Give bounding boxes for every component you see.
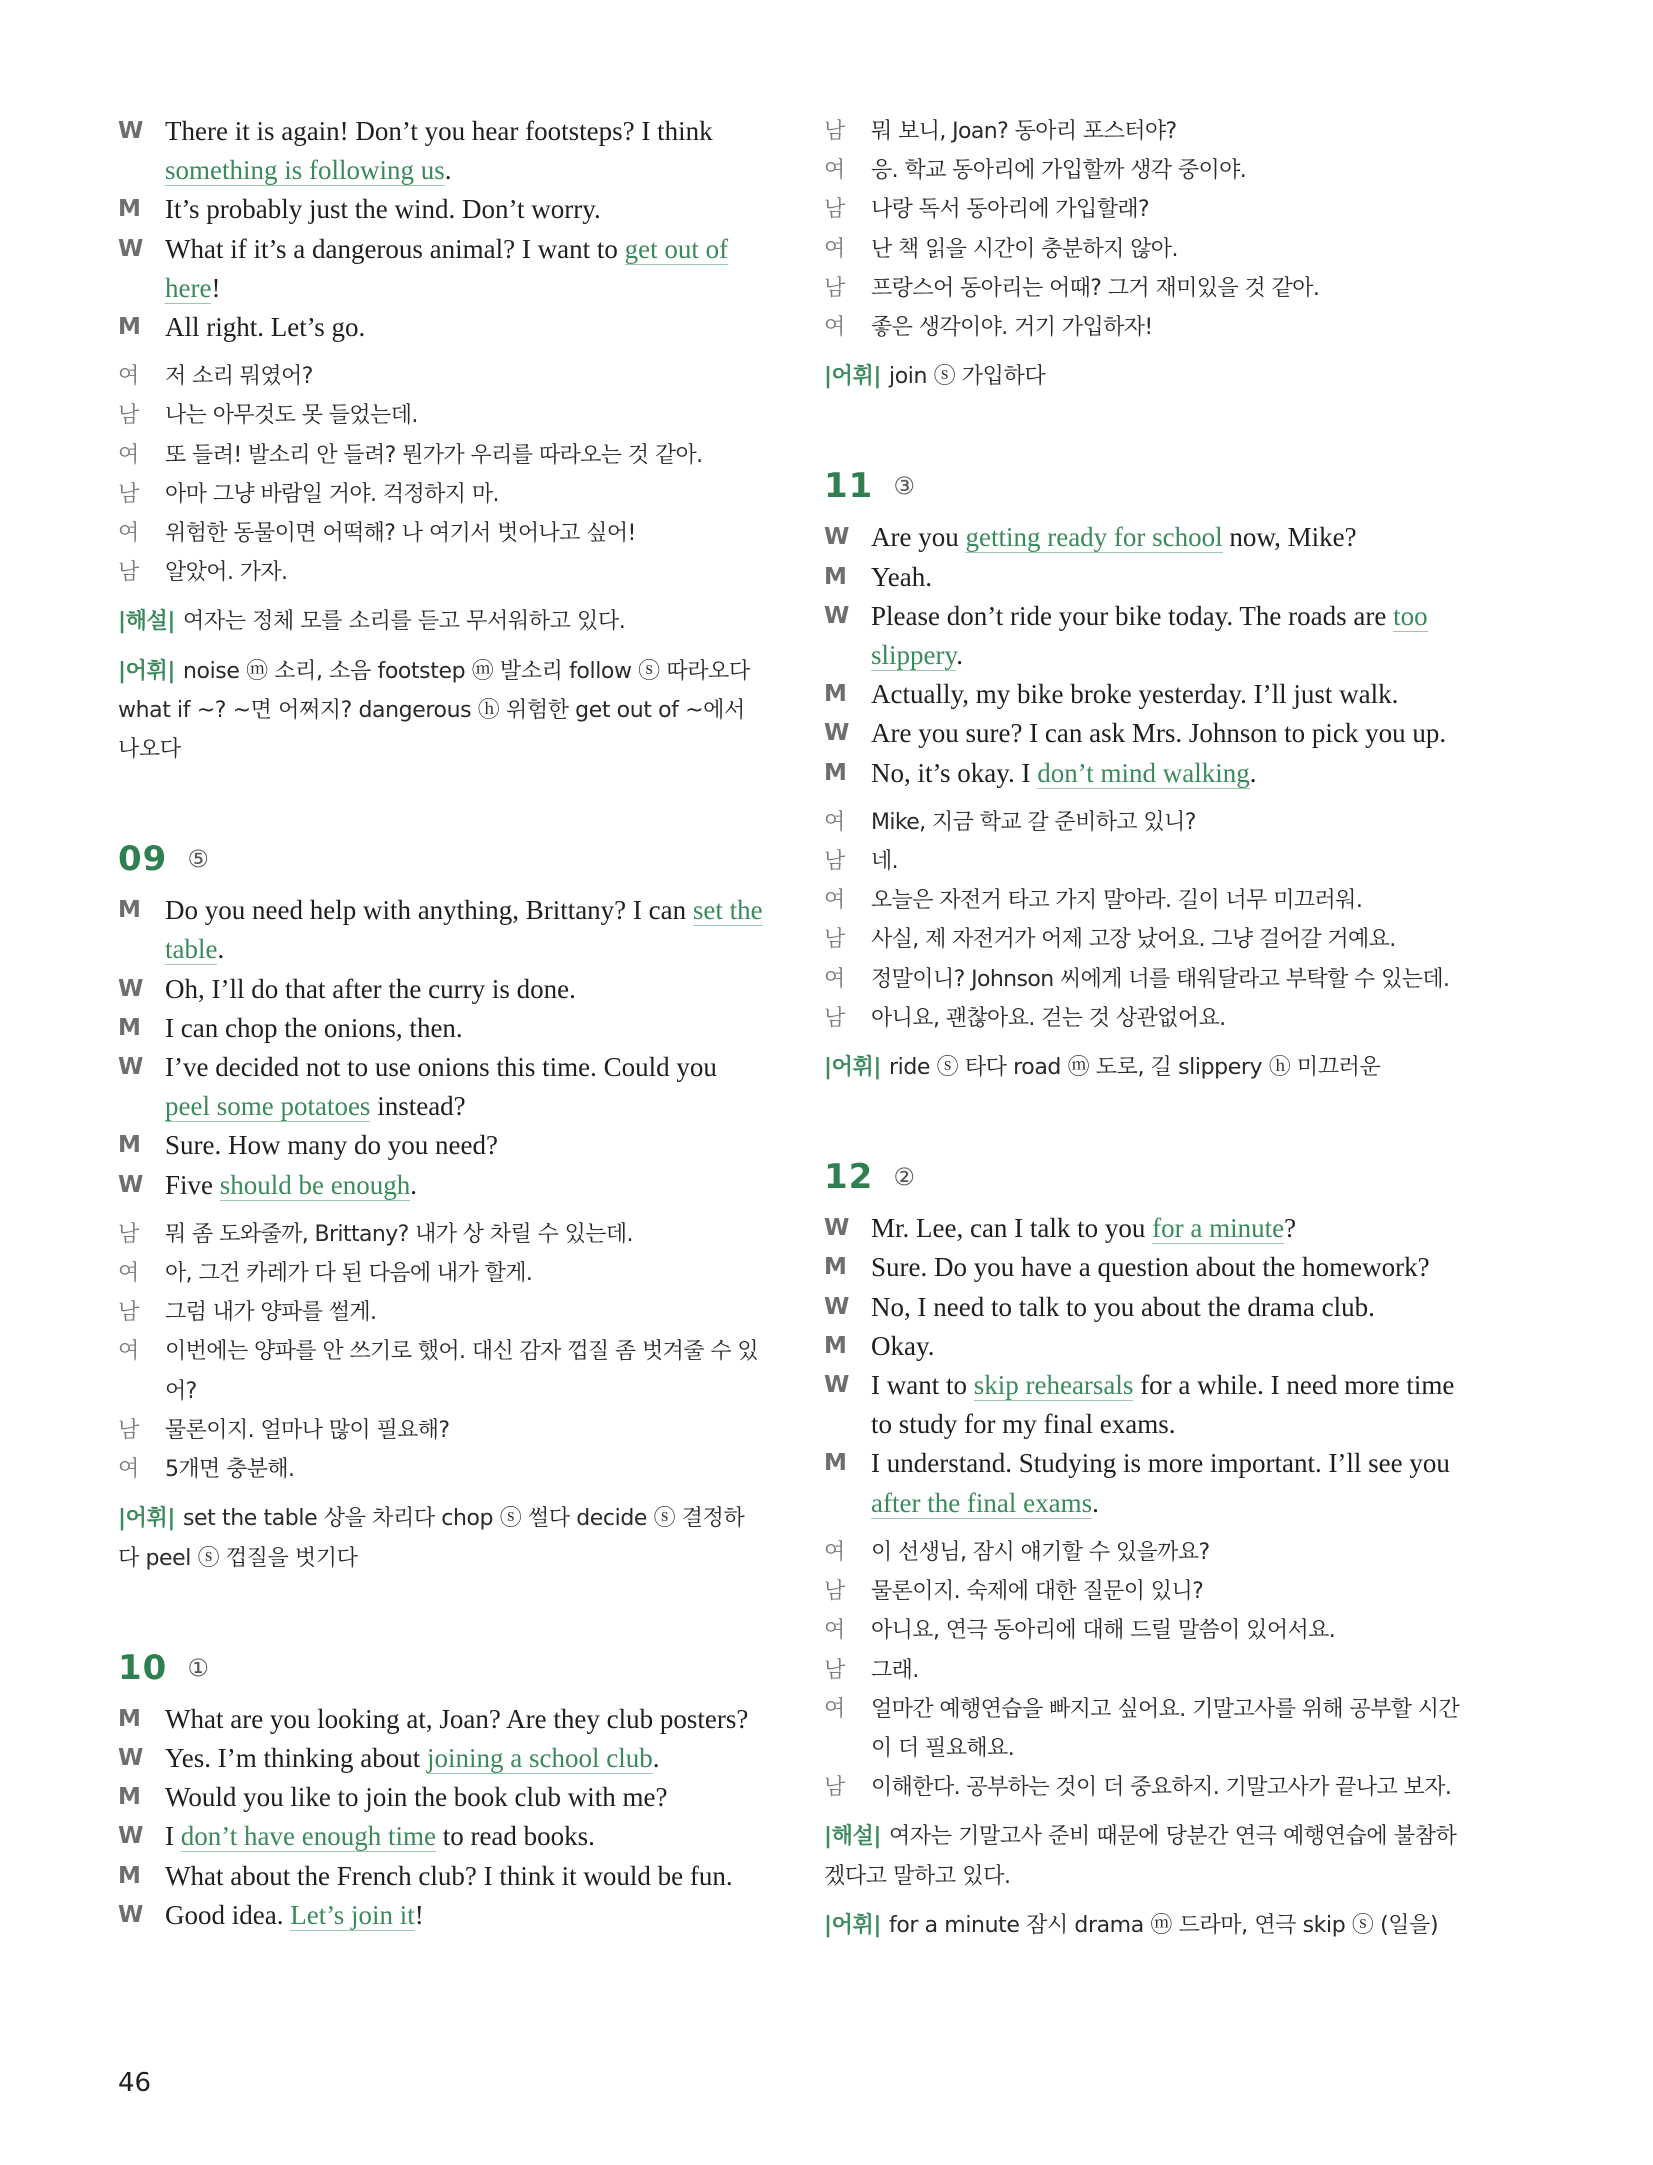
dialogue-line: M I understand. Studying is more important. I’ll see you after the final exams. — [824, 1444, 1469, 1522]
dialogue-line: W Oh, I’ll do that after the curry is done. — [118, 970, 763, 1009]
english-dialogue — [118, 891, 763, 1205]
translation-line: 남 나랑 독서 동아리에 가입할래? — [824, 190, 1469, 229]
highlighted-phrase: too slippery — [871, 600, 1428, 671]
speaker-label: M — [118, 1705, 141, 1732]
speaker-label: W — [118, 235, 144, 262]
speaker-label: W — [824, 524, 850, 551]
speaker-label: W — [824, 1293, 850, 1320]
translation-line: 여 아, 그건 카레가 다 된 다음에 내가 할게. — [118, 1254, 763, 1293]
korean-translation — [824, 803, 1469, 1038]
english-dialogue — [824, 518, 1469, 792]
speaker-label: 남 — [824, 1579, 845, 1605]
dialogue-line: W I want to skip rehearsals for a while. I need more time to study for my final exams. — [824, 1366, 1469, 1444]
speaker-label: 남 — [824, 927, 845, 953]
speaker-label: 남 — [824, 1005, 845, 1031]
speaker-label: W — [118, 1171, 144, 1198]
speaker-label: M — [118, 314, 141, 341]
translation-line: 남 아마 그냥 바람일 거야. 걱정하지 마. — [118, 475, 763, 514]
dialogue-line: M Would you like to join the book club with me? — [118, 1778, 763, 1817]
translation-line: 여 위험한 동물이면 어떡해? 나 여기서 벗어나고 싶어! — [118, 514, 763, 553]
speaker-label: M — [824, 1332, 847, 1359]
highlighted-phrase: getting ready for school — [965, 522, 1223, 553]
translation-line: 남 알았어. 가자. — [118, 553, 763, 592]
speaker-label: 여 — [824, 1618, 845, 1644]
vocabulary-note: |어휘| for a minute 잠시 drama ⓜ 드라마, 연극 skip ⓢ (일을) — [824, 1912, 1439, 1938]
translation-line: 남 사실, 제 자전거가 어제 고장 났어요. 그냥 걸어갈 거예요. — [824, 920, 1469, 959]
dialogue-line: M Do you need help with anything, Brittany? I can set the table. — [118, 891, 763, 969]
translation-line: 남 나는 아무것도 못 들었는데. — [118, 396, 763, 435]
translation-line: 여 Mike, 지금 학교 갈 준비하고 있니? — [824, 803, 1469, 842]
korean-translation — [118, 357, 763, 592]
section-11 — [824, 462, 1469, 1087]
speaker-label: M — [118, 897, 141, 924]
speaker-label: 여 — [824, 158, 845, 184]
translation-line: 여 이 선생님, 잠시 얘기할 수 있을까요? — [824, 1533, 1469, 1572]
speaker-label: M — [118, 1132, 141, 1159]
dialogue-line: W There it is again! Don’t you hear footsteps? I think something is following us. — [118, 112, 763, 190]
speaker-label: W — [118, 1823, 144, 1850]
note-tag: |어휘| — [118, 658, 175, 684]
speaker-label: 여 — [824, 315, 845, 341]
answer-mark: ⑤ — [187, 845, 209, 874]
speaker-label: M — [824, 1254, 847, 1281]
translation-line: 남 아니요, 괜찮아요. 걷는 것 상관없어요. — [824, 999, 1469, 1038]
highlighted-phrase: peel some potatoes — [165, 1091, 371, 1122]
speaker-label: M — [824, 1450, 847, 1477]
speaker-label: M — [118, 1862, 141, 1889]
dialogue-line: M All right. Let’s go. — [118, 308, 763, 347]
translation-line: 여 5개면 충분해. — [118, 1450, 763, 1489]
vocabulary-note: |어휘| ride ⓢ 타다 road ⓜ 도로, 길 slippery ⓗ 미끄러운 — [824, 1055, 1381, 1081]
highlighted-phrase: something is following us — [165, 155, 445, 186]
section-header — [118, 1644, 763, 1692]
english-dialogue — [118, 112, 763, 347]
speaker-label: W — [824, 720, 850, 747]
highlighted-phrase: should be enough — [219, 1169, 411, 1200]
section-header — [824, 462, 1469, 510]
translation-line: 남 네. — [824, 842, 1469, 881]
dialogue-line: M Okay. — [824, 1327, 1469, 1366]
dialogue-line: M Actually, my bike broke yesterday. I’ll just walk. — [824, 675, 1469, 714]
dialogue-line: W Good idea. Let’s join it! — [118, 1896, 763, 1935]
translation-line: 여 얼마간 예행연습을 빠지고 싶어요. 기말고사를 위해 공부할 시간이 더 필요해요. — [824, 1690, 1469, 1768]
translation-line: 여 응. 학교 동아리에 가입할까 생각 중이야. — [824, 151, 1469, 190]
highlighted-phrase: set the table — [165, 895, 763, 965]
section-number: 09 — [118, 839, 168, 880]
translation-line: 여 이번에는 양파를 안 쓰기로 했어. 대신 감자 껍질 좀 벗겨줄 수 있어? — [118, 1332, 763, 1410]
speaker-label: 여 — [118, 364, 139, 390]
english-dialogue — [824, 1209, 1469, 1523]
dialogue-line: W Please don’t ride your bike today. The roads are too slippery. — [824, 597, 1469, 675]
korean-translation — [118, 1215, 763, 1489]
highlighted-phrase: don’t mind walking — [1037, 757, 1250, 788]
speaker-label: 남 — [824, 1775, 845, 1801]
section-09 — [118, 835, 763, 1577]
highlighted-phrase: don’t have enough time — [180, 1821, 436, 1852]
speaker-label: W — [824, 1215, 850, 1242]
speaker-label: 남 — [824, 849, 845, 875]
note-tag: |해설| — [824, 1824, 881, 1850]
dialogue-line: M I can chop the onions, then. — [118, 1009, 763, 1048]
translation-line: 여 아니요, 연극 동아리에 대해 드릴 말씀이 있어서요. — [824, 1611, 1469, 1650]
speaker-label: 여 — [824, 966, 845, 992]
speaker-label: M — [118, 1014, 141, 1041]
dialogue-line: W No, I need to talk to you about the drama club. — [824, 1288, 1469, 1327]
translation-line: 여 오늘은 자전거 타고 가지 말아라. 길이 너무 미끄러워. — [824, 881, 1469, 920]
highlighted-phrase: Let’s join it — [290, 1899, 415, 1930]
section-number: 12 — [824, 1157, 874, 1198]
korean-translation — [824, 1533, 1469, 1807]
dialogue-line: W Are you getting ready for school now, Mike? — [824, 518, 1469, 557]
dialogue-line: W What if it’s a dangerous animal? I want to get out of here! — [118, 230, 763, 308]
speaker-label: M — [118, 1784, 141, 1811]
translation-line: 남 그럼 내가 양파를 썰게. — [118, 1293, 763, 1332]
answer-mark: ② — [893, 1163, 915, 1192]
speaker-label: 여 — [824, 809, 845, 835]
highlighted-phrase: get out of here — [165, 233, 729, 303]
dialogue-line: M It’s probably just the wind. Don’t worry. — [118, 190, 763, 229]
translation-line: 여 정말이니? Johnson 씨에게 너를 태워달라고 부탁할 수 있는데. — [824, 960, 1469, 999]
translation-line: 남 뭐 보니, Joan? 동아리 포스터야? — [824, 112, 1469, 151]
section-10-continued — [824, 112, 1469, 396]
section-header — [824, 1153, 1469, 1201]
speaker-label: 남 — [824, 1657, 845, 1683]
dialogue-line: M No, it’s okay. I don’t mind walking. — [824, 754, 1469, 793]
vocabulary-note: |어휘| noise ⓜ 소리, 소음 footstep ⓜ 발소리 follow ⓢ 따라오다 what if ~? ~면 어쩌지? dangerous ⓗ 위험한 get out of ~에서 나오다 — [118, 658, 750, 763]
translation-line: 여 또 들려! 발소리 안 들려? 뭔가가 우리를 따라오는 것 같아. — [118, 436, 763, 475]
dialogue-line: W I don’t have enough time to read books. — [118, 1817, 763, 1856]
translation-line: 여 저 소리 뭐였어? — [118, 357, 763, 396]
speaker-label: M — [824, 681, 847, 708]
vocabulary-note: |어휘| set the table 상을 차리다 chop ⓢ 썰다 decide ⓢ 결정하다 peel ⓢ 껍질을 벗기다 — [118, 1506, 745, 1571]
translation-line: 남 뭐 좀 도와줄까, Brittany? 내가 상 차릴 수 있는데. — [118, 1215, 763, 1254]
speaker-label: W — [118, 1744, 144, 1771]
dialogue-line: W Five should be enough. — [118, 1166, 763, 1205]
dialogue-line: W Yes. I’m thinking about joining a school club. — [118, 1739, 763, 1778]
note-tag: |어휘| — [118, 1506, 175, 1532]
speaker-label: W — [118, 118, 144, 144]
speaker-label: W — [824, 602, 850, 629]
note-tag: |어휘| — [824, 364, 881, 390]
speaker-label: W — [118, 1901, 144, 1928]
note-tag: |해설| — [118, 609, 175, 635]
speaker-label: W — [118, 975, 144, 1002]
speaker-label: 남 — [118, 481, 139, 507]
answer-mark: ① — [187, 1653, 209, 1682]
dialogue-line: W I’ve decided not to use onions this time. Could you peel some potatoes instead? — [118, 1048, 763, 1126]
speaker-label: 여 — [824, 1539, 845, 1565]
english-dialogue — [118, 1700, 763, 1935]
note-tag: |어휘| — [824, 1912, 881, 1938]
section-number: 10 — [118, 1647, 168, 1688]
explanation-note: |해설| 여자는 기말고사 준비 때문에 당분간 연극 예행연습에 불참하겠다고 말하고 있다. — [824, 1824, 1457, 1889]
answer-mark: ③ — [893, 472, 915, 501]
highlighted-phrase: skip rehearsals — [973, 1370, 1134, 1401]
translation-line: 남 프랑스어 동아리는 어때? 그거 재미있을 것 같아. — [824, 269, 1469, 308]
right-column — [824, 112, 1469, 1945]
translation-line: 남 물론이지. 얼마나 많이 필요해? — [118, 1411, 763, 1450]
highlighted-phrase: for a minute — [1152, 1213, 1285, 1244]
speaker-label: 남 — [118, 1221, 139, 1247]
left-column — [118, 112, 763, 1935]
dialogue-line: W Mr. Lee, can I talk to you for a minute? — [824, 1209, 1469, 1248]
dialogue-line: M Sure. Do you have a question about the homework? — [824, 1248, 1469, 1287]
translation-line: 여 난 책 읽을 시간이 충분하지 않아. — [824, 230, 1469, 269]
speaker-label: 남 — [118, 560, 139, 586]
section-12 — [824, 1153, 1469, 1945]
highlighted-phrase: after the final exams — [871, 1487, 1093, 1518]
intro-dialogue — [118, 112, 763, 769]
translation-line: 남 이해한다. 공부하는 것이 더 중요하지. 기말고사가 끝나고 보자. — [824, 1768, 1469, 1807]
speaker-label: 여 — [118, 1339, 139, 1365]
explanation-note: |해설| 여자는 정체 모를 소리를 듣고 무서워하고 있다. — [118, 609, 626, 635]
speaker-label: 남 — [824, 275, 845, 301]
dialogue-line: M What are you looking at, Joan? Are they club posters? — [118, 1700, 763, 1739]
speaker-label: 여 — [118, 1457, 139, 1483]
section-number: 11 — [824, 466, 874, 507]
section-header — [118, 835, 763, 883]
speaker-label: 남 — [118, 1417, 139, 1443]
translation-line: 여 좋은 생각이야. 거기 가입하자! — [824, 308, 1469, 347]
dialogue-line: M Yeah. — [824, 558, 1469, 597]
speaker-label: W — [118, 1054, 144, 1081]
translation-line: 남 그래. — [824, 1651, 1469, 1690]
korean-translation — [824, 112, 1469, 347]
speaker-label: 여 — [824, 236, 845, 262]
translation-line: 남 물론이지. 숙제에 대한 질문이 있니? — [824, 1572, 1469, 1611]
speaker-label: M — [824, 563, 847, 590]
speaker-label: 여 — [118, 1261, 139, 1287]
vocabulary-note: |어휘| join ⓢ 가입하다 — [824, 364, 1046, 390]
speaker-label: 남 — [824, 119, 845, 144]
speaker-label: 여 — [118, 521, 139, 547]
dialogue-line: W Are you sure? I can ask Mrs. Johnson to pick you up. — [824, 714, 1469, 753]
speaker-label: 여 — [118, 442, 139, 468]
speaker-label: 여 — [824, 888, 845, 914]
speaker-label: W — [824, 1372, 850, 1399]
dialogue-line: M Sure. How many do you need? — [118, 1126, 763, 1165]
note-tag: |어휘| — [824, 1055, 881, 1081]
highlighted-phrase: joining a school club — [427, 1742, 653, 1773]
section-10 — [118, 1644, 763, 1935]
speaker-label: M — [118, 196, 141, 223]
speaker-label: 여 — [824, 1696, 845, 1722]
dialogue-line: M What about the French club? I think it would be fun. — [118, 1857, 763, 1896]
speaker-label: M — [824, 759, 847, 786]
speaker-label: 남 — [824, 197, 845, 223]
speaker-label: 남 — [118, 1300, 139, 1326]
page-number: 46 — [118, 2068, 152, 2098]
speaker-label: 남 — [118, 403, 139, 429]
